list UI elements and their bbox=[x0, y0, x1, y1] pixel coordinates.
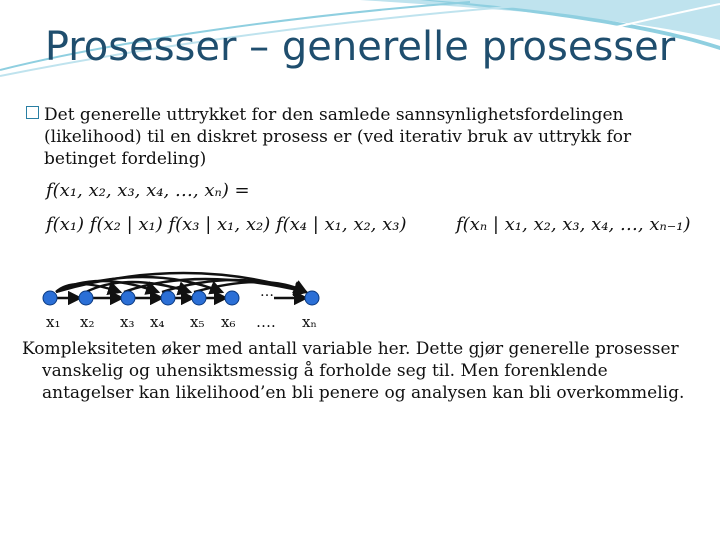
bullet-line-3: betinget fordeling) bbox=[44, 149, 207, 169]
bullet-line-2: (likelihood) til en diskret prosess er (ved iterativ bruk av uttrykk for bbox=[44, 127, 632, 147]
formula-rhs-part1: f(x₁) f(x₂ | x₁) f(x₃ | x₁, x₂) f(x₄ | x₁, x₂, x₃) bbox=[46, 214, 407, 235]
node-x4 bbox=[161, 291, 175, 305]
network-dots: … bbox=[260, 284, 274, 300]
node-xn bbox=[305, 291, 319, 305]
formula-lhs: f(x₁, x₂, x₃, x₄, …, xₙ) = bbox=[46, 180, 250, 201]
formula-rhs-part2: f(xₙ | x₁, x₂, x₃, x₄, …, xₙ₋₁) bbox=[456, 214, 691, 235]
node-x2 bbox=[79, 291, 93, 305]
node-x6 bbox=[225, 291, 239, 305]
slide-title: Prosesser – generelle prosesser bbox=[44, 24, 676, 70]
node-x3 bbox=[121, 291, 135, 305]
node-label-x3: x₃ bbox=[120, 313, 135, 331]
node-label-x2: x₂ bbox=[80, 313, 95, 331]
summary-line-1: Kompleksiteten øker med antall variable her. Dette gjør generelle prosesser bbox=[22, 339, 679, 359]
node-label-xn: xₙ bbox=[302, 313, 317, 331]
node-label-ellipsis: …. bbox=[256, 313, 276, 331]
node-label-x4: x₄ bbox=[150, 313, 165, 331]
node-x5 bbox=[192, 291, 206, 305]
node-label-x6: x₆ bbox=[221, 313, 236, 331]
node-label-x5: x₅ bbox=[190, 313, 205, 331]
bullet-line-1: Det generelle uttrykket for den samlede sannsynlighetsfordelingen bbox=[44, 105, 624, 125]
node-label-x1: x₁ bbox=[46, 313, 61, 331]
bullet-box-icon bbox=[26, 106, 39, 119]
summary-line-2: vanskelig og uhensiktsmessig å forholde seg til. Men forenklende bbox=[42, 361, 608, 381]
bullet-paragraph bbox=[26, 104, 686, 170]
summary-line-3: antagelser kan likelihood’en bli penere og analysen kan bli overkommelig. bbox=[42, 383, 685, 403]
summary-paragraph bbox=[22, 338, 702, 404]
node-x1 bbox=[43, 291, 57, 305]
